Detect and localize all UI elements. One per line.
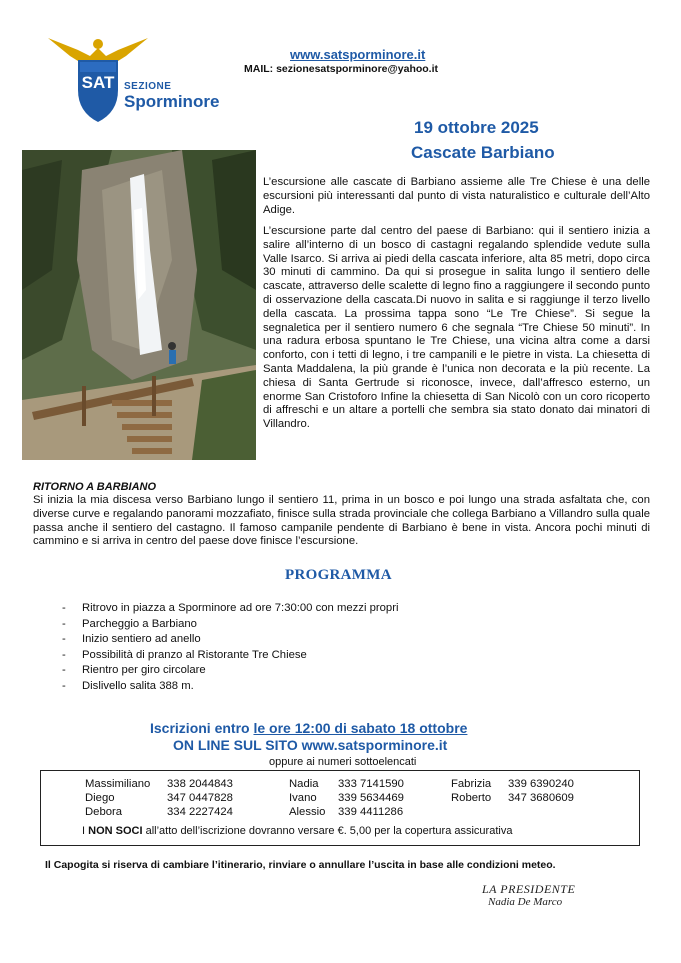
ritorno-heading: RITORNO A BARBIANO bbox=[33, 481, 157, 493]
dash-bullet: - bbox=[62, 648, 66, 661]
contact-phone: 339 5634469 bbox=[338, 792, 404, 804]
dash-bullet: - bbox=[62, 633, 66, 645]
signature-name: Nadia De Marco bbox=[488, 896, 563, 908]
contact-phone: 333 7141590 bbox=[338, 778, 404, 790]
contact-name: Roberto bbox=[451, 792, 492, 804]
list-item: - Dislivello salita 388 m. bbox=[62, 679, 398, 695]
signature-role: LA PRESIDENTE bbox=[482, 882, 576, 896]
waterfall-photo bbox=[22, 150, 256, 460]
programma-list bbox=[62, 601, 398, 694]
programma-heading: PROGRAMMA bbox=[285, 567, 392, 583]
contact-name: Nadia bbox=[289, 778, 319, 790]
contact-phone: 339 4411286 bbox=[338, 806, 404, 818]
contact-name: Alessio bbox=[289, 806, 326, 818]
logo-section-name: Sporminore bbox=[124, 92, 220, 111]
logo-sezione-label: SEZIONE bbox=[124, 81, 172, 92]
capogita-disclaimer: Il Capogita si riserva di cambiare l’itinerario, rinviare o annullare l’uscita in base alle condizioni meteo. bbox=[45, 859, 556, 871]
contact-phone: 347 0447828 bbox=[167, 792, 233, 804]
dash-bullet: - bbox=[62, 602, 66, 614]
contact-phone: 334 2227424 bbox=[167, 806, 233, 818]
iscrizioni-deadline: Iscrizioni entro le ore 12:00 di sabato 18 ottobre bbox=[150, 720, 468, 736]
contact-phone: 338 2044843 bbox=[167, 778, 233, 790]
email-line: MAIL: sezionesatsporminore@yahoo.it bbox=[244, 63, 439, 75]
contact-name: Debora bbox=[85, 806, 123, 818]
non-soci-note: I NON SOCI all’atto dell’iscrizione dovranno versare €. 5,00 per la copertura assicurativa bbox=[82, 825, 513, 837]
list-item: - Parcheggio a Barbiano bbox=[62, 617, 398, 633]
website-link[interactable]: www.satsporminore.it bbox=[290, 47, 426, 62]
contact-phone: 339 6390240 bbox=[508, 778, 574, 790]
ritorno-paragraph: Si inizia la mia discesa verso Barbiano lungo il sentiero 11, prima in un bosco e poi lungo una strada asfaltata che, con diverse curve e regalando panorami mozzafiato, finisce sulla strada provinciale che collega Barbiano a Villandro sulla quale passa anche il sentiero del castagno. Il famoso campanile pendente di Barbiano è bene in vista. Ancora pochi minuti di cammino e si arriva in centro del paese dove finisce l’escursione. bbox=[33, 494, 650, 548]
list-item: - Possibilità di pranzo al Ristorante Tre Chiese bbox=[62, 648, 398, 664]
contact-name: Diego bbox=[85, 792, 115, 804]
event-date: 19 ottobre 2025 bbox=[414, 118, 539, 137]
deadline-underlined: le ore 12:00 di sabato 18 ottobre bbox=[253, 720, 468, 736]
event-title: Cascate Barbiano bbox=[411, 143, 555, 162]
list-item: - Rientro per giro circolare bbox=[62, 663, 398, 679]
list-item: - Ritrovo in piazza a Sporminore ad ore 7:30:00 con mezzi propri bbox=[62, 601, 398, 617]
iscrizioni-online[interactable]: ON LINE SUL SITO www.satsporminore.it bbox=[173, 737, 448, 753]
iscrizioni-phone-note: oppure ai numeri sottoelencati bbox=[269, 756, 417, 768]
contact-name: Massimiliano bbox=[85, 778, 151, 790]
svg-text:SAT: SAT bbox=[81, 73, 115, 92]
dash-bullet: - bbox=[62, 679, 66, 692]
dash-bullet: - bbox=[62, 617, 66, 630]
list-item: - Inizio sentiero ad anello bbox=[62, 632, 398, 648]
dash-bullet: - bbox=[62, 664, 66, 676]
contact-name: Fabrizia bbox=[451, 778, 492, 790]
contact-name: Ivano bbox=[289, 792, 317, 804]
route-paragraph: L’escursione parte dal centro del paese di Barbiano: qui il sentiero inizia a salire all’interno di un bosco di castagni regalando splendide vedute sulla Valle Isarco. Si arriva ai piedi della cascata inferiore, alta 85 metri, dopo circa 30 minuti di cammino. Da qui si prosegue in salita lungo il sentiero delle cascate, attraverso delle scalette di legno fino a raggiungere il secondo punto di osservazione della cascata.Di nuovo in salita e si raggiunge il terzo livello della cascata. La prossima tappa sono “Le Tre Chiese”. Si segue la segnaletica per il sentiero numero 6 che segnala “Tre Chiese 50 minuti”. In una radura erbosa spuntano le Tre Chiese, una vicina altra come a darsi conforto, con i tetti di legno, i tre campanili e le pietre in vista. La chiesetta di Santa Maddalena, la più grande è l’unica non decorata e la più recente. La chiesa di Santa Gertrude si riconosce, invece, dall’affresco esterno, un enorme San Cristoforo Infine la chiesetta di San Nicolò con un coro ricoperto di affreschi e un altare a portelli che sembra sia stato donato dai minatori di Villandro. bbox=[263, 225, 650, 431]
contact-phone: 347 3680609 bbox=[508, 792, 574, 804]
intro-paragraph: L’escursione alle cascate di Barbiano assieme alle Tre Chiese è una delle escursioni più interessanti dal punto di vista naturalistico e culturale dell’Alto Adige. bbox=[263, 176, 650, 216]
